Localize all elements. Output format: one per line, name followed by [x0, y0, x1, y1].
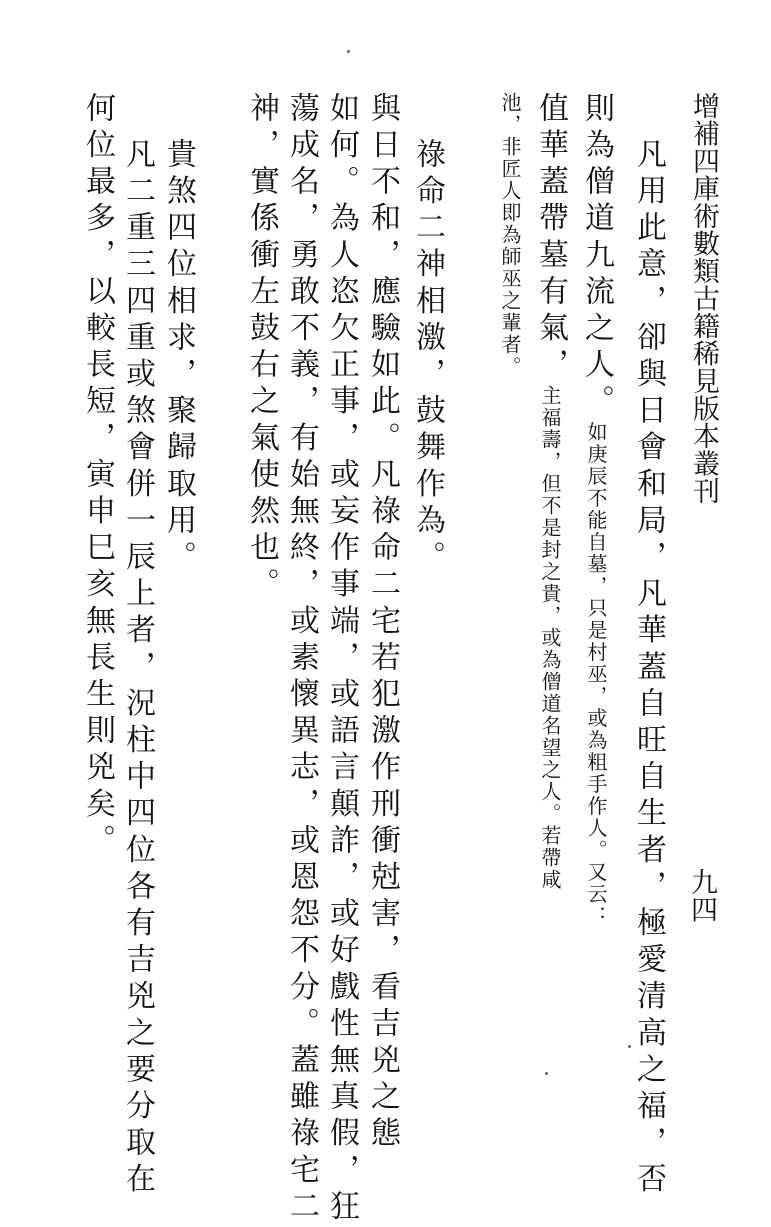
column-text: 貴煞四位相求，聚歸取用。	[161, 138, 196, 578]
column-text: 值華蓋帶墓有氣，	[533, 92, 568, 385]
column-text: 凡二重三四重或煞會併一辰上者，況柱中四位各有吉兇之要分取在	[120, 138, 155, 1200]
text-column	[120, 138, 155, 1200]
column-text: 祿命二神相激，鼓舞作為。	[410, 138, 445, 578]
column-text: 神，實係衝左鼓右之氣使然也。	[244, 92, 279, 605]
scan-speck	[628, 1045, 631, 1048]
column-text: 如何。為人恣欠正事，或妄作事端，或語言顛詐，或好戲性無真假，狂	[324, 92, 359, 1227]
text-column	[365, 92, 400, 1154]
text-column	[579, 92, 614, 928]
column-text: 何位最多，以較長短，寅申巳亥無長生則兇矣。	[80, 92, 115, 861]
text-column	[410, 138, 445, 578]
series-title: 增補四庫術數類古籍稀見版本叢刊	[688, 92, 719, 505]
page-number: 九四	[686, 868, 717, 923]
text-column	[631, 138, 666, 1200]
column-text: 凡用此意，卻與日會和局，凡華蓋自旺自生者，極愛清高之福，否	[631, 138, 666, 1200]
text-column	[284, 92, 319, 1227]
scan-speck	[347, 50, 350, 53]
text-column	[161, 138, 196, 578]
annotation-text: 池，非匠人即為師巫之輩者。	[498, 92, 522, 378]
text-column	[324, 92, 359, 1227]
annotation-text: 主福壽，但不是封之貴，或為僧道名望之人。若帶咸	[538, 384, 562, 891]
column-text: 蕩成名，勇敢不義，有始無終，或素懷異志，或恩怨不分。蓋雖祿宅二	[284, 92, 319, 1227]
text-column	[244, 92, 279, 605]
text-column	[495, 92, 525, 378]
column-text: 則為僧道九流之人。	[579, 92, 614, 422]
annotation-text: 如庚辰不能自墓，只是村巫，或為粗手作人。又云：	[584, 421, 608, 928]
text-column	[533, 92, 568, 891]
column-text: 與日不和，應驗如此。凡祿命二宅若犯激作刑衝尅害，看吉兇之態	[365, 92, 400, 1154]
scan-speck	[545, 1072, 548, 1075]
text-column	[80, 92, 115, 861]
